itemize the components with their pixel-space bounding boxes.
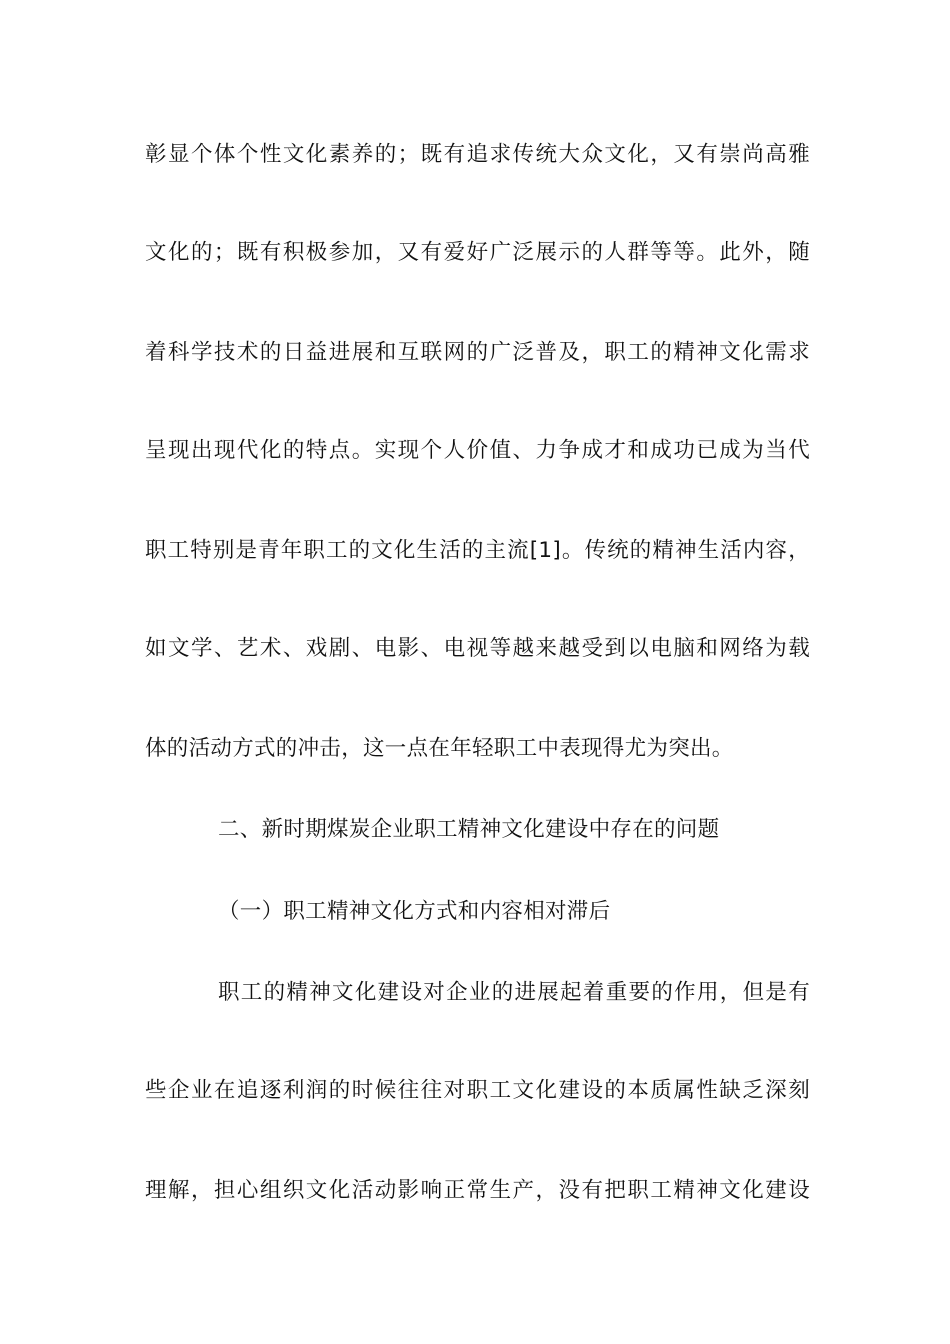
paragraph-1-line-6: 如文学、艺术、戏剧、电影、电视等越来越受到以电脑和网络为载 bbox=[145, 636, 810, 661]
subsection-heading: （一）职工精神文化方式和内容相对滞后 bbox=[218, 899, 611, 924]
paragraph-1-line-4: 呈现出现代化的特点。实现个人价值、力争成才和成功已成为当代 bbox=[145, 438, 810, 463]
paragraph-1-line-7: 体的活动方式的冲击，这一点在年轻职工中表现得尤为突出。 bbox=[145, 736, 734, 761]
paragraph-1-line-2: 文化的；既有积极参加，又有爱好广泛展示的人群等等。此外，随 bbox=[145, 240, 810, 265]
paragraph-2-line-3: 理解，担心组织文化活动影响正常生产，没有把职工精神文化建设 bbox=[145, 1178, 810, 1203]
paragraph-2-line-1: 职工的精神文化建设对企业的进展起着重要的作用，但是有 bbox=[218, 980, 810, 1005]
paragraph-1-line-1: 彰显个体个性文化素养的；既有追求传统大众文化，又有崇尚高雅 bbox=[145, 142, 810, 167]
section-heading: 二、新时期煤炭企业职工精神文化建设中存在的问题 bbox=[218, 817, 720, 842]
paragraph-2-line-2: 些企业在追逐利润的时候往往对职工文化建设的本质属性缺乏深刻 bbox=[145, 1078, 810, 1103]
paragraph-1-line-5: 职工特别是青年职工的文化生活的主流[1]。传统的精神生活内容， bbox=[145, 538, 810, 563]
paragraph-1-line-3: 着科学技术的日益进展和互联网的广泛普及，职工的精神文化需求 bbox=[145, 340, 810, 365]
